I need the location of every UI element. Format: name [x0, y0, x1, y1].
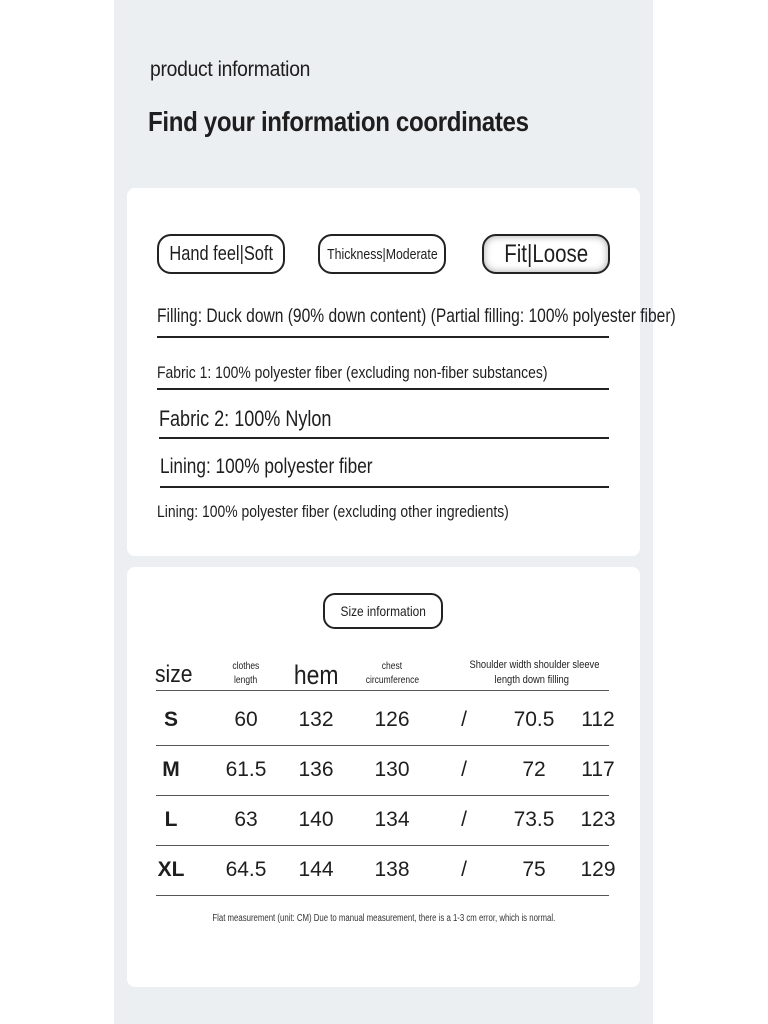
header-chest-line-1: chest	[381, 661, 403, 672]
cell-size: XL	[157, 858, 185, 881]
spec-lining-1-text: Lining: 100% polyester fiber	[160, 455, 373, 478]
table-row	[156, 746, 615, 796]
cell-sleeve: 123	[580, 808, 616, 831]
cell-clothes-length: 60	[234, 708, 258, 731]
cell-size: L	[164, 808, 178, 831]
header-size: size	[155, 661, 193, 688]
header-shoulder-line-2: length down filling	[494, 674, 570, 686]
table-row	[156, 846, 616, 896]
cell-sleeve: 129	[580, 858, 616, 881]
cell-shoulder: 75	[522, 858, 546, 881]
spec-fabric-1	[157, 363, 609, 390]
cell-hem: 144	[298, 858, 334, 881]
cell-hem: 136	[298, 758, 334, 781]
size-information-label: Size information	[340, 603, 426, 619]
thickness-badge	[318, 234, 446, 274]
header-clothes-length-line-2: length	[234, 675, 258, 686]
spec-lining-1	[160, 455, 609, 488]
cell-size: M	[162, 758, 180, 781]
header-clothes-length	[216, 660, 276, 688]
spec-lining-2-text: Lining: 100% polyester fiber (excluding other ingredients)	[157, 502, 509, 521]
cell-chest: 130	[374, 758, 410, 781]
cell-clothes-length: 63	[234, 808, 258, 831]
cell-clothes-length: 64.5	[225, 858, 267, 881]
size-information-badge	[323, 593, 443, 629]
fit-badge	[482, 234, 610, 274]
cell-shoulder: 72	[522, 758, 546, 781]
hand-feel-badge	[157, 234, 285, 274]
cell-sleeve: 117	[581, 758, 615, 781]
spec-fabric-1-text: Fabric 1: 100% polyester fiber (excluding non-fiber substances)	[157, 363, 548, 382]
measurement-note-text: Flat measurement (unit: CM) Due to manual measurement, there is a 1-3 cm error, which is normal.	[212, 913, 555, 924]
page-title: Find your information coordinates	[148, 106, 529, 137]
measurement-note	[127, 913, 640, 924]
header-hem: hem	[293, 660, 339, 690]
table-header-divider	[156, 690, 609, 691]
cell-separator: /	[461, 858, 467, 881]
header-chest	[358, 660, 426, 688]
cell-shoulder: 73.5	[513, 808, 555, 831]
section-eyebrow: product information	[150, 58, 311, 81]
cell-separator: /	[461, 808, 467, 831]
header-shoulder-line-1: Shoulder width shoulder sleeve	[469, 659, 600, 671]
spec-filling-text: Filling: Duck down (90% down content) (Partial filling: 100% polyester fiber)	[157, 306, 676, 327]
cell-separator: /	[461, 708, 467, 731]
cell-hem: 132	[298, 708, 334, 731]
spec-fabric-2-text: Fabric 2: 100% Nylon	[159, 406, 332, 431]
cell-chest: 138	[374, 858, 410, 881]
cell-chest: 126	[374, 708, 410, 731]
spec-lining-2	[157, 502, 609, 526]
cell-shoulder: 70.5	[513, 708, 555, 731]
cell-sleeve: 112	[581, 708, 615, 731]
cell-chest: 134	[374, 808, 410, 831]
spec-fabric-2	[159, 406, 609, 439]
header-shoulder	[458, 658, 606, 688]
spec-filling	[157, 306, 676, 338]
cell-clothes-length: 61.5	[225, 758, 267, 781]
header-clothes-length-line-1: clothes	[232, 661, 260, 672]
header-chest-line-2: circumference	[365, 675, 419, 686]
hand-feel-label: Hand feel|Soft	[169, 242, 273, 265]
cell-separator: /	[461, 758, 467, 781]
thickness-label: Thickness|Moderate	[326, 245, 438, 263]
cell-size: S	[163, 708, 178, 731]
table-row	[156, 696, 615, 746]
table-row	[156, 796, 616, 846]
cell-hem: 140	[298, 808, 334, 831]
fit-label: Fit|Loose	[504, 239, 588, 268]
